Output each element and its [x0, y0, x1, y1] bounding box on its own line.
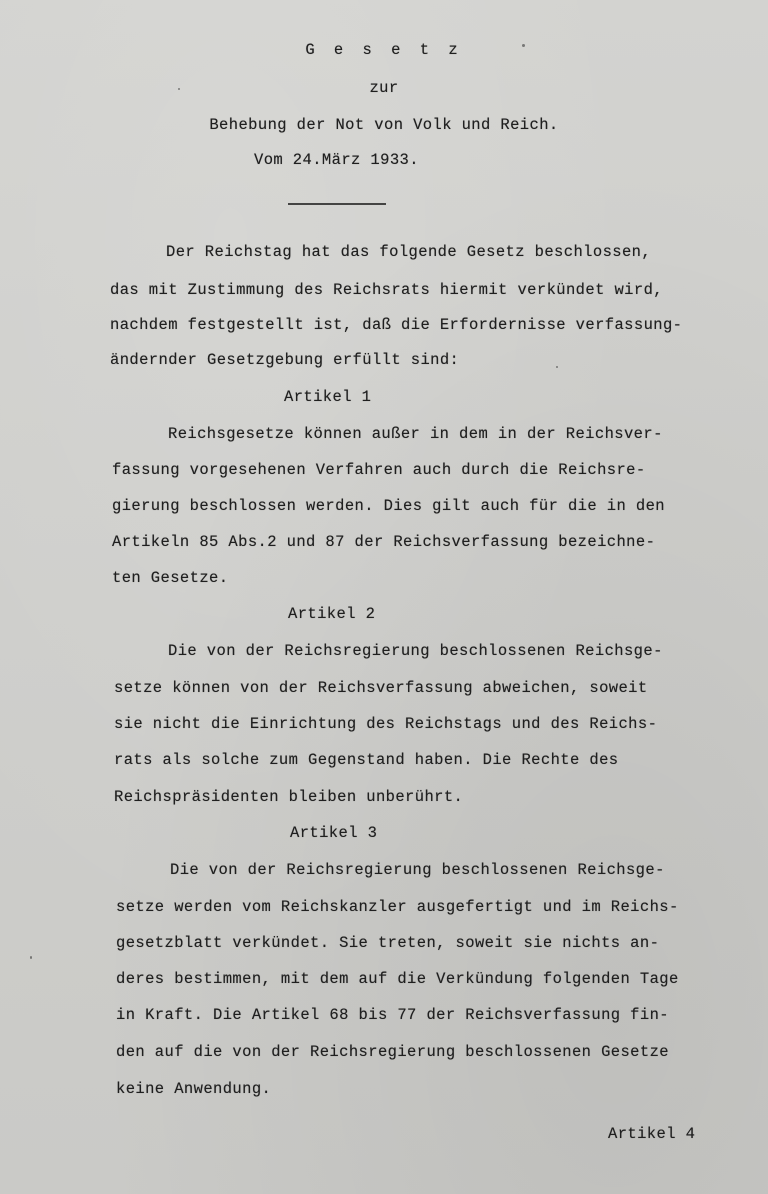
preamble-line: ändernder Gesetzgebung erfüllt sind:	[110, 351, 460, 369]
article-text-line: Reichsgesetze können außer in dem in der Reichsver-	[168, 425, 663, 443]
article-text-line: rats als solche zum Gegenstand haben. Die Rechte des	[114, 751, 619, 769]
article-text-line: den auf die von der Reichsregierung beschlossenen Gesetze	[116, 1043, 669, 1061]
article-heading: Artikel 3	[290, 824, 378, 842]
article-text-line: Die von der Reichsregierung beschlossenen Reichsge-	[168, 642, 663, 660]
article-text-line: ten Gesetze.	[112, 569, 229, 587]
paper-speck	[556, 366, 558, 368]
date-line: Vom 24.März 1933.	[254, 151, 419, 169]
article-text-line: setze können von der Reichsverfassung abweichen, soweit	[114, 679, 648, 697]
article-heading: Artikel 4	[608, 1125, 696, 1143]
article-text-line: in Kraft. Die Artikel 68 bis 77 der Reichsverfassung fin-	[116, 1006, 669, 1024]
paper-speck	[30, 956, 32, 959]
law-title: G e s e t z	[305, 41, 463, 59]
article-text-line: gesetzblatt verkündet. Sie treten, soweit sie nichts an-	[116, 934, 660, 952]
preamble-line: das mit Zustimmung des Reichsrats hiermit verkündet wird,	[110, 281, 663, 299]
paper-speck	[178, 88, 180, 90]
divider-rule	[288, 203, 386, 205]
article-text-line: setze werden vom Reichskanzler ausgefertigt und im Reichs-	[116, 898, 679, 916]
article-text-line: gierung beschlossen werden. Dies gilt auch für die in den	[112, 497, 665, 515]
article-text-line: fassung vorgesehenen Verfahren auch durch die Reichsre-	[112, 461, 646, 479]
preamble-line: nachdem festgestellt ist, daß die Erfordernisse verfassung-	[110, 316, 683, 334]
article-text-line: Reichspräsidenten bleiben unberührt.	[114, 788, 464, 806]
law-subtitle: Behebung der Not von Volk und Reich.	[209, 116, 559, 134]
law-subtitle-zur: zur	[369, 79, 399, 97]
article-text-line: Artikeln 85 Abs.2 und 87 der Reichsverfassung bezeichne-	[112, 533, 656, 551]
article-heading: Artikel 1	[284, 388, 372, 406]
article-heading: Artikel 2	[288, 605, 376, 623]
article-text-line: sie nicht die Einrichtung des Reichstags und des Reichs-	[114, 715, 658, 733]
paper-speck	[522, 44, 525, 47]
article-text-line: keine Anwendung.	[116, 1080, 272, 1098]
article-text-line: Die von der Reichsregierung beschlossenen Reichsge-	[170, 861, 665, 879]
preamble-line: Der Reichstag hat das folgende Gesetz beschlossen,	[166, 243, 652, 261]
article-text-line: deres bestimmen, mit dem auf die Verkündung folgenden Tage	[116, 970, 679, 988]
